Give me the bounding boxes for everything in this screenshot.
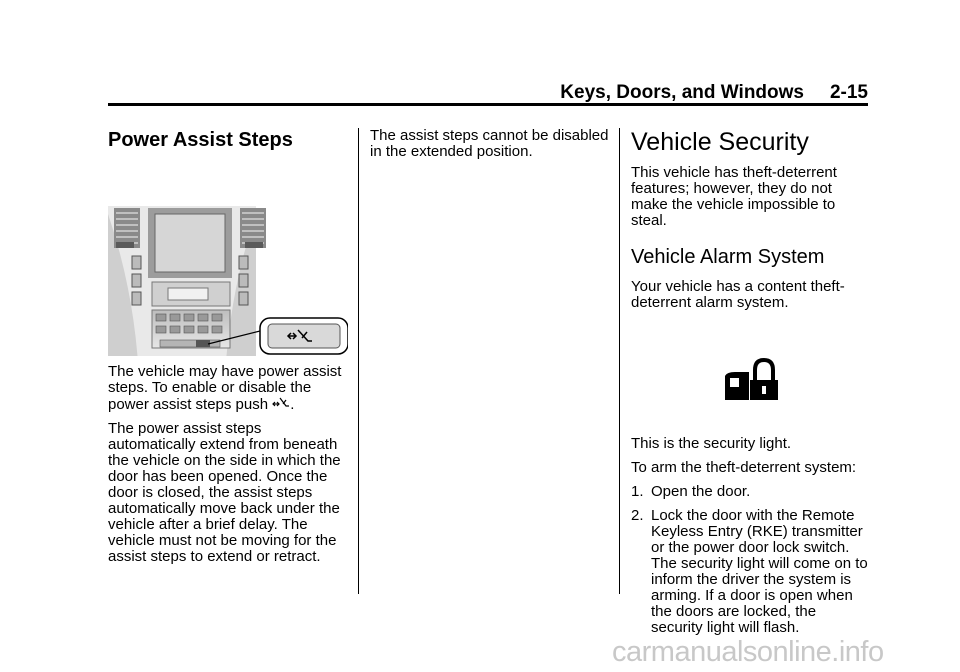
power-assist-steps-paragraph-1: The vehicle may have power assist steps. To enable or disable the power assist steps push . (108, 363, 342, 413)
security-light-caption: This is the security light. (631, 435, 792, 452)
column-right (631, 128, 868, 636)
dashboard-illustration (108, 164, 348, 356)
center-stack-figure (108, 164, 348, 356)
security-light-icon (631, 358, 868, 402)
column-divider-1 (358, 128, 359, 594)
vehicle-security-intro: This vehicle has theft-deterrent features; however, they do not make the vehicle impossible to steal. (631, 164, 837, 229)
list-item: 1. Open the door. (631, 483, 751, 500)
power-assist-steps-heading: Power Assist Steps (108, 129, 293, 151)
arming-steps-list (631, 484, 868, 636)
alarm-system-text: Your vehicle has a content theft-deterrent alarm system. (631, 278, 845, 311)
watermark: carmanualsonline.info (612, 636, 884, 668)
arm-system-intro: To arm the theft-deterrent system: (631, 459, 857, 476)
assist-steps-note: The assist steps cannot be disabled in the extended position. (370, 127, 609, 160)
vehicle-security-heading: Vehicle Security (631, 128, 809, 156)
list-item: 2. Lock the door with the Remote Keyless Entry (RKE) transmitter or the power door lock switch. The security light will come on to inform the driver the system is arming. If a door is open when the doors are locked, the security light will flash. (631, 507, 868, 636)
vehicle-alarm-system-heading: Vehicle Alarm System (631, 246, 825, 268)
security-light-illustration (631, 358, 868, 402)
column-divider-2 (619, 128, 620, 594)
column-middle (370, 128, 610, 160)
power-assist-steps-icon (272, 396, 290, 410)
page-number: 2-15 (829, 82, 868, 103)
section-title: Keys, Doors, and Windows (560, 82, 804, 103)
column-left (108, 128, 348, 565)
header-rule (108, 103, 868, 106)
power-assist-steps-paragraph-2: The power assist steps automatically extend from beneath the vehicle on the side in which the door has been opened. Once the door is closed, the assist steps automatically move back under the vehicle after a brief delay. The vehicle must not be moving for the assist steps to extend or retract. (108, 420, 341, 565)
